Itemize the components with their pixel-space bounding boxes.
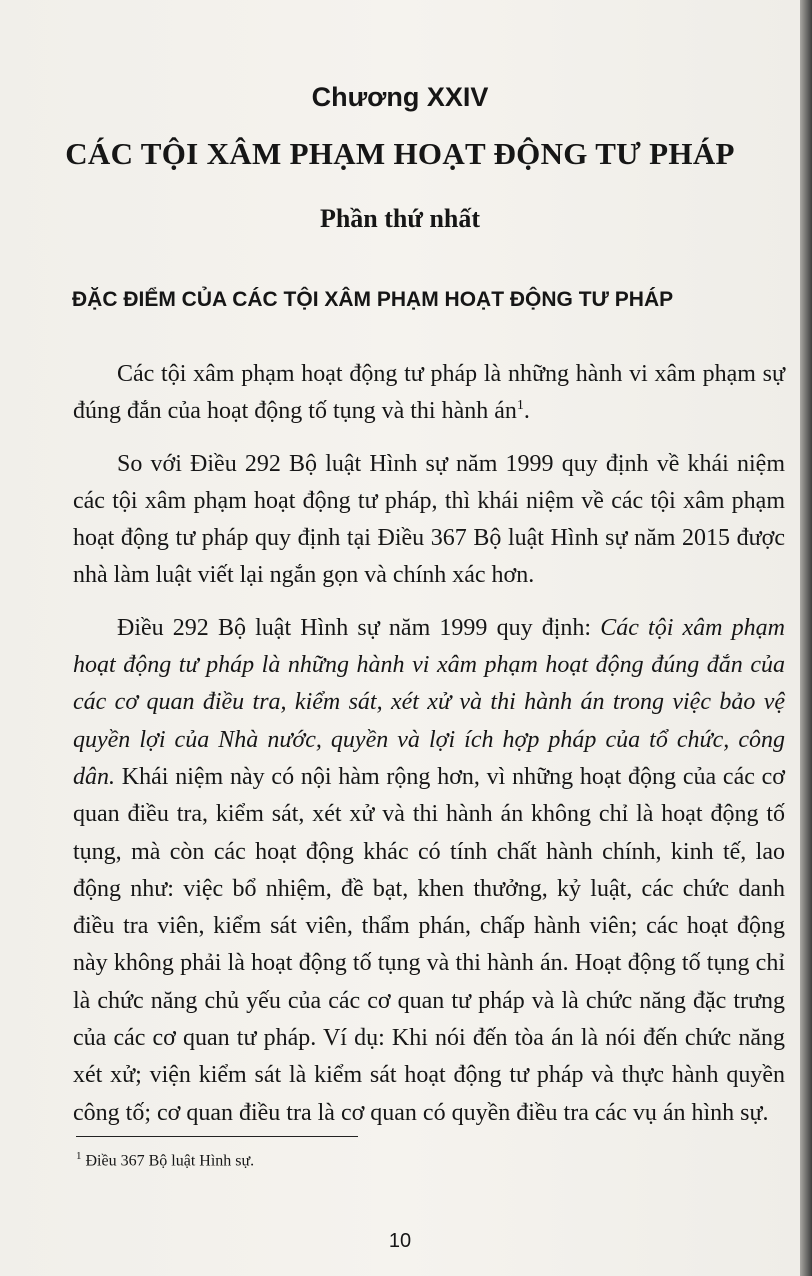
paragraph-1 [73, 356, 785, 431]
chapter-title: CÁC TỘI XÂM PHẠM HOẠT ĐỘNG TƯ PHÁP [65, 136, 735, 171]
part-label: Phần thứ nhất [319, 204, 481, 233]
paragraph-3 [73, 610, 785, 1132]
paragraph-2: So với Điều 292 Bộ luật Hình sự năm 1999 quy định về khái niệm các tội xâm phạm hoạt động tư pháp, thì khái niệm về các tội xâm phạm hoạt động tư pháp quy định tại Điều 367 Bộ luật Hình sự năm 2015 được nhà làm luật viết lại ngắn gọn và chính xác hơn. [73, 450, 785, 589]
footnote-divider [76, 1136, 358, 1137]
paragraph-3-intro: Điều 292 Bộ luật Hình sự năm 1999 quy định: [117, 614, 601, 641]
body-text [73, 356, 785, 1132]
footnote [76, 1150, 254, 1170]
footnote-text: Điều 367 Bộ luật Hình sự. [81, 1152, 255, 1170]
paragraph-1-end: . [523, 398, 530, 425]
paragraph-3-quote: Các tội xâm phạm hoạt động tư pháp là những hành vi xâm phạm hoạt động đúng đắn của các cơ quan điều tra, kiểm sát, xét xử và thi hành án trong việc bảo vệ quyền lợi của Nhà nước, quyền và lợi ích hợp pháp của tổ chức, công dân. [73, 614, 785, 790]
section-heading: ĐẶC ĐIỂM CỦA CÁC TỘI XÂM PHẠM HOẠT ĐỘNG TƯ PHÁP [72, 288, 674, 311]
paragraph-1-text: Các tội xâm phạm hoạt động tư pháp là những hành vi xâm phạm sự đúng đắn của hoạt động tố tụng và thi hành án [73, 361, 785, 425]
footnote-ref: 1 [516, 398, 524, 414]
page-edge-shadow [800, 0, 812, 1276]
footnote-number: 1 [76, 1150, 82, 1162]
paragraph-3-rest: Khái niệm này có nội hàm rộng hơn, vì những hoạt động của các cơ quan điều tra, kiểm sát, xét xử và thi hành án không chỉ là hoạt động tố tụng, mà còn các hoạt động khác có tính chất hành chính, kinh tế, lao động như: việc bổ nhiệm, đề bạt, khen thưởng, kỷ luật, các chức danh điều tra viên, kiểm sát viên, thẩm phán, chấp hành viên; các hoạt động này không phải là hoạt động tố tụng và thi hành án. Hoạt động tố tụng chỉ là chức năng chủ yếu của các cơ quan tư pháp và là chức năng đặc trưng của các cơ quan tư pháp. Ví dụ: Khi nói đến tòa án là nói đến chức năng xét xử; viện kiểm sát là kiểm sát hoạt động tư pháp và thực hành quyền công tố; cơ quan điều tra là cơ quan có quyền điều tra các vụ án hình sự. [73, 763, 785, 1126]
page-number: 10 [388, 1230, 412, 1252]
chapter-label: Chương XXIV [311, 82, 489, 112]
